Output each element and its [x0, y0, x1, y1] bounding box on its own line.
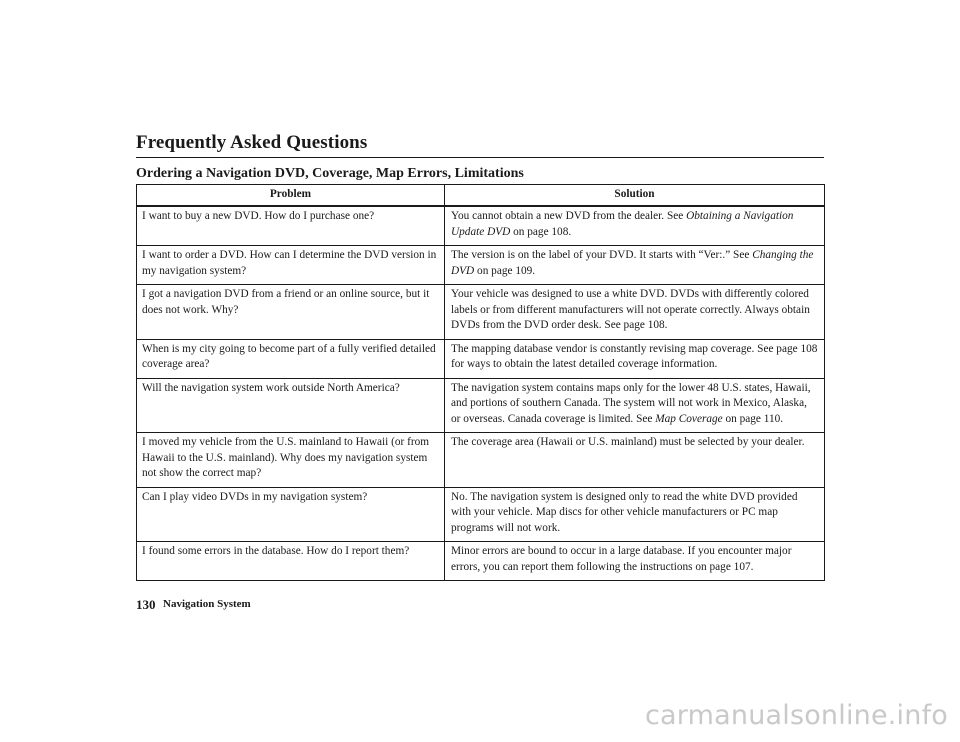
page-title: Frequently Asked Questions [136, 132, 368, 153]
solution-text: The mapping database vendor is constantly revising map coverage. See page 108 for ways to obtain the latest detailed coverage information. [451, 342, 818, 370]
solution-column-header: Solution [445, 185, 825, 207]
table-row [137, 542, 825, 581]
solution-cell [445, 285, 825, 340]
solution-cell [445, 487, 825, 542]
table-row [137, 246, 825, 285]
problem-cell: I want to buy a new DVD. How do I purchase one? [137, 206, 445, 246]
problem-cell: When is my city going to become part of a fully verified detailed coverage area? [137, 339, 445, 378]
problem-cell: Can I play video DVDs in my navigation system? [137, 487, 445, 542]
solution-reference: Map Coverage [655, 412, 723, 425]
solution-text-end: on page 110. [722, 412, 784, 425]
section-heading: Ordering a Navigation DVD, Coverage, Map Errors, Limitations [136, 166, 524, 181]
table-row [137, 487, 825, 542]
problem-cell: I want to order a DVD. How can I determine the DVD version in my navigation system? [137, 246, 445, 285]
solution-cell [445, 433, 825, 488]
solution-cell [445, 339, 825, 378]
solution-text-end: on page 109. [474, 264, 536, 277]
solution-text: Minor errors are bound to occur in a large database. If you encounter major errors, you can report them following the instructions on page 107. [451, 545, 792, 573]
table-header-row [137, 185, 825, 207]
solution-text: The navigation system contains maps only for the lower 48 U.S. states, Hawaii, and portions of southern Canada. The system will not work in Mexico, Alaska, or overseas. Canada coverage is limited. See [451, 381, 811, 425]
solution-text: Your vehicle was designed to use a white DVD. DVDs with differently colored labels or from different manufacturers will not operate correctly. Always obtain DVDs from the DVD order desk. See page 108. [451, 288, 810, 331]
solution-cell [445, 542, 825, 581]
solution-reference: Changing the DVD [451, 249, 814, 277]
solution-text: The coverage area (Hawaii or U.S. mainland) must be selected by your dealer. [451, 436, 805, 448]
title-rule [136, 157, 824, 158]
table-row [137, 433, 825, 488]
problem-column-header: Problem [137, 185, 445, 207]
table-row [137, 285, 825, 340]
faq-table [136, 184, 825, 581]
page-number: 130 [136, 597, 156, 612]
solution-cell [445, 246, 825, 285]
problem-cell: I moved my vehicle from the U.S. mainland to Hawaii (or from Hawaii to the U.S. mainland). Why does my navigation system not show the correct map? [137, 433, 445, 488]
solution-reference: Obtaining a Navigation Update DVD [451, 210, 794, 238]
problem-cell: I found some errors in the database. How do I report them? [137, 542, 445, 581]
solution-text: No. The navigation system is designed only to read the white DVD provided with your vehicle. Map discs for other vehicle manufacturers or PC map programs will not work. [451, 490, 798, 534]
footer-section-name: Navigation System [163, 598, 251, 610]
table-row [137, 378, 825, 433]
solution-text-end: on page 108. [510, 225, 572, 238]
solution-text: The version is on the label of your DVD. It starts with “Ver:.” See [451, 249, 753, 261]
watermark: carmanualsonline.info [645, 700, 948, 731]
problem-cell: Will the navigation system work outside North America? [137, 378, 445, 433]
table-row [137, 339, 825, 378]
solution-cell [445, 378, 825, 433]
solution-cell [445, 206, 825, 246]
problem-cell: I got a navigation DVD from a friend or an online source, but it does not work. Why? [137, 285, 445, 340]
table-row [137, 206, 825, 246]
solution-text: You cannot obtain a new DVD from the dealer. See [451, 210, 687, 222]
